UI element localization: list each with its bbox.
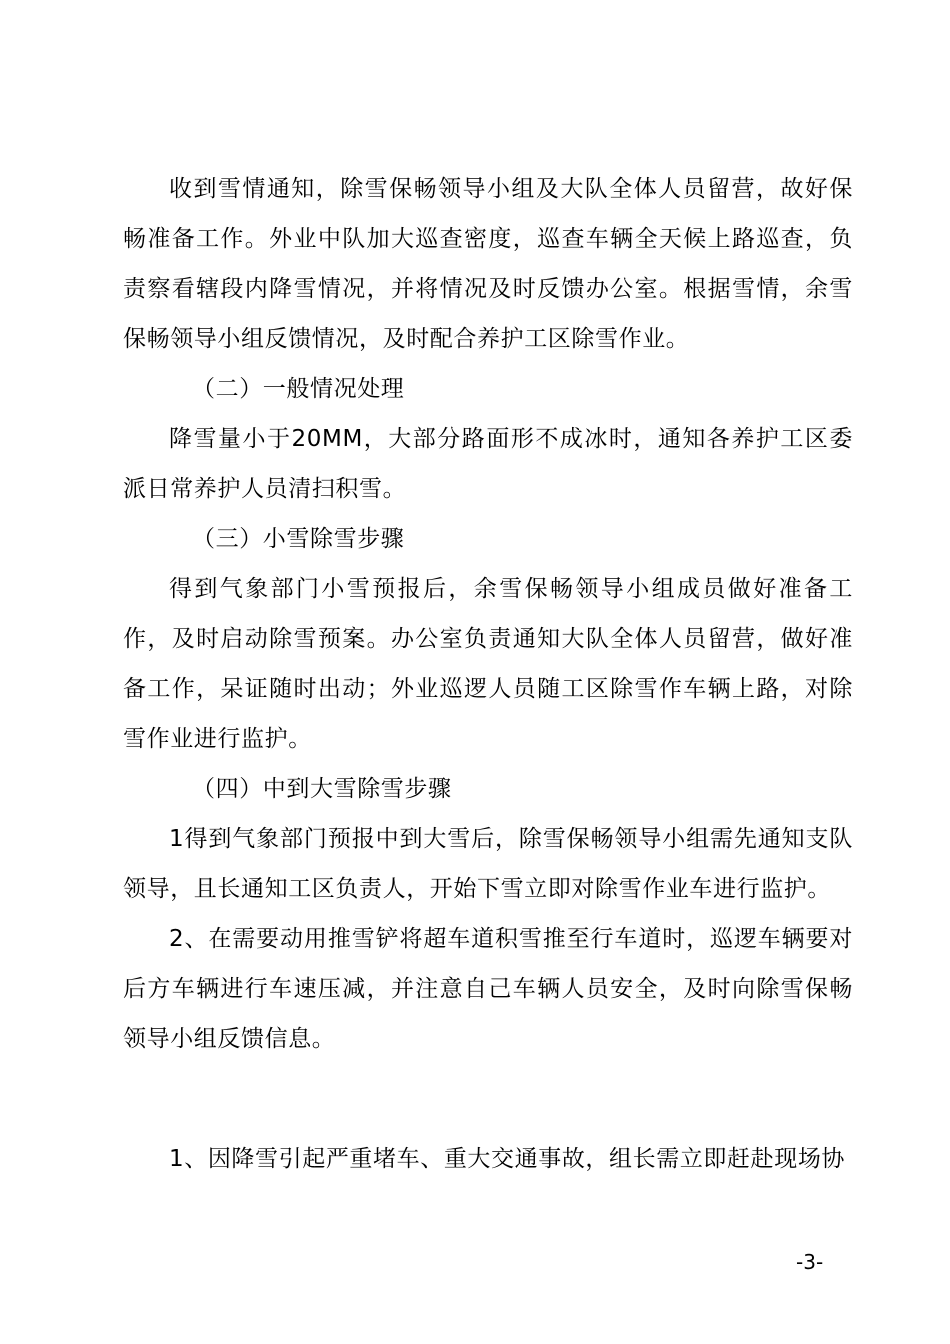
paragraph-heavy-snow-step-2: 2、在需要动用推雪铲将超车道积雪推至行车道时，巡逻车辆要对后方车辆进行车速压减，并注意自己车辆人员安全，及时向除雪保畅领导小组反馈信息。 (123, 926, 853, 1052)
heading-general-handling: （二）一般情况处理 (192, 376, 405, 402)
section-gap (123, 1064, 853, 1134)
heading-heavy-snow-steps: （四）中到大雪除雪步骤 (192, 776, 452, 802)
paragraph-heavy-snow-step-1: 1得到气象部门预报中到大雪后，除雪保畅领导小组需先通知支队领导，且长通知工区负责人，开始下雪立即对除雪作业车进行监护。 (123, 826, 853, 902)
paragraph-light-snow-steps: 得到气象部门小雪预报后，余雪保畅领导小组成员做好准备工作，及时启动除雪预案。办公室负责通知大队全体人员留营，做好准备工作，呆证随时出动；外业巡逻人员随工区除雪作车辆上路，对除雪作业进行监护。 (123, 576, 853, 752)
document-body (123, 164, 853, 1184)
paragraph-snow-notice: 收到雪情通知，除雪保畅领导小组及大队全体人员留营，故好保畅准备工作。外业中队加大巡查密度，巡查车辆全天候上路巡查，负责察看辖段内降雪情况，并将情况及时反馈办公室。根据雪情，余雪保畅领导小组反馈情况，及时配合养护工区除雪作业。 (123, 176, 853, 352)
paragraph-severe-incident-1: 1、因降雪引起严重堵车、重大交通事故，组长需立即赶赴现场协 (169, 1146, 846, 1172)
page-number: -3- (796, 1250, 824, 1274)
heading-light-snow-steps: （三）小雪除雪步骤 (192, 526, 405, 552)
paragraph-general-handling: 降雪量小于20MM，大部分路面形不成冰时，通知各养护工区委派日常养护人员清扫积雪。 (123, 426, 853, 502)
